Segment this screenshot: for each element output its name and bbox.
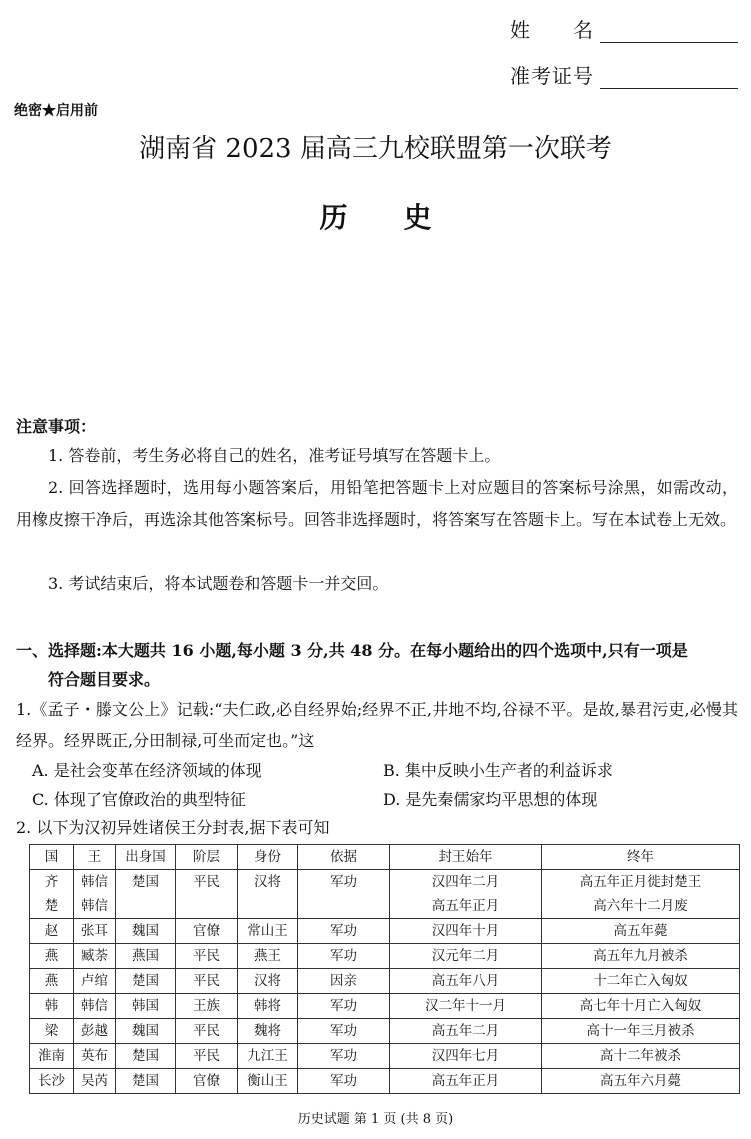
table-cell: 因亲	[298, 969, 390, 994]
table-cell: 高五年正月	[390, 894, 542, 919]
table-cell: 韩信	[74, 994, 116, 1019]
table-cell: 高五年薨	[542, 919, 740, 944]
enfeoffment-table	[29, 844, 740, 1094]
table-cell: 高五年正月徙封楚王	[542, 870, 740, 895]
table-cell: 燕国	[116, 944, 176, 969]
table-cell: 军功	[298, 1069, 390, 1094]
table-row	[30, 919, 740, 944]
table-row	[30, 994, 740, 1019]
table-cell: 吴芮	[74, 1069, 116, 1094]
table-cell: 韩	[30, 994, 74, 1019]
table-cell: 军功	[298, 1044, 390, 1069]
name-label: 姓 名	[510, 18, 594, 42]
exam-id-label: 准考证号	[510, 64, 594, 88]
table-cell: 高五年二月	[390, 1019, 542, 1044]
table-header-cell: 王	[74, 845, 116, 870]
table-cell: 官僚	[176, 1069, 238, 1094]
question-1-option-c: C. 体现了官僚政治的典型特征	[32, 790, 246, 809]
table-header-cell: 国	[30, 845, 74, 870]
table-cell: 军功	[298, 1019, 390, 1044]
table-cell: 汉元年二月	[390, 944, 542, 969]
name-field	[510, 14, 740, 43]
table-cell	[238, 894, 298, 919]
table-cell: 军功	[298, 919, 390, 944]
table-cell: 平民	[176, 944, 238, 969]
note-item-1: 1. 答卷前，考生务必将自己的姓名，准考证号填写在答题卡上。	[48, 446, 501, 465]
table-cell: 高十二年被杀	[542, 1044, 740, 1069]
note-item-3: 3. 考试结束后，将本试题卷和答题卡一并交回。	[48, 574, 389, 593]
question-1-option-a: A. 是社会变革在经济领域的体现	[32, 761, 262, 780]
table-row	[30, 1019, 740, 1044]
table-cell: 燕	[30, 944, 74, 969]
table-header-cell: 阶层	[176, 845, 238, 870]
table-header-cell: 依据	[298, 845, 390, 870]
table-cell: 魏国	[116, 919, 176, 944]
table-header-row	[30, 845, 740, 870]
table-cell: 楚国	[116, 969, 176, 994]
table-cell: 齐	[30, 870, 74, 895]
table-cell: 高五年八月	[390, 969, 542, 994]
table-cell: 臧荼	[74, 944, 116, 969]
table-cell: 楚国	[116, 1069, 176, 1094]
table-cell: 彭越	[74, 1019, 116, 1044]
table-cell: 高五年六月薨	[542, 1069, 740, 1094]
table-cell	[298, 894, 390, 919]
question-1-option-b: B. 集中反映小生产者的利益诉求	[383, 761, 613, 780]
table-cell: 平民	[176, 870, 238, 895]
table-cell: 常山王	[238, 919, 298, 944]
table-cell: 燕	[30, 969, 74, 994]
table-row	[30, 1069, 740, 1094]
table-header-cell: 终年	[542, 845, 740, 870]
table-cell: 汉将	[238, 870, 298, 895]
table-cell: 韩国	[116, 994, 176, 1019]
section-heading	[16, 636, 738, 694]
table-row	[30, 894, 740, 919]
table-row	[30, 870, 740, 895]
table-cell: 王族	[176, 994, 238, 1019]
table-row	[30, 944, 740, 969]
table-cell: 平民	[176, 1044, 238, 1069]
table-header-cell: 封王始年	[390, 845, 542, 870]
question-2-stem: 2. 以下为汉初异姓诸侯王分封表,据下表可知	[16, 818, 330, 837]
table-cell: 卢绾	[74, 969, 116, 994]
table-cell: 张耳	[74, 919, 116, 944]
table-cell	[176, 894, 238, 919]
table-cell: 高五年正月	[390, 1069, 542, 1094]
table-cell: 长沙	[30, 1069, 74, 1094]
table-cell: 淮南	[30, 1044, 74, 1069]
table-cell: 官僚	[176, 919, 238, 944]
table-cell: 韩信	[74, 870, 116, 895]
note-item-2: 2. 回答选择题时，选用每小题答案后，用铅笔把答题卡上对应题目的答案标号涂黑，如需改动，用橡皮擦干净后，再选涂其他答案标号。回答非选择题时，将答案写在答题卡上。写在本试卷上无效。	[16, 478, 738, 529]
table-row	[30, 1044, 740, 1069]
table-header-cell: 身份	[238, 845, 298, 870]
table-cell: 燕王	[238, 944, 298, 969]
table-cell: 汉将	[238, 969, 298, 994]
table-cell: 九江王	[238, 1044, 298, 1069]
table-cell: 楚国	[116, 870, 176, 895]
secret-mark: 绝密★启用前	[14, 103, 98, 119]
table-cell: 军功	[298, 994, 390, 1019]
table-cell: 十二年亡入匈奴	[542, 969, 740, 994]
table-cell: 军功	[298, 944, 390, 969]
table-cell: 魏将	[238, 1019, 298, 1044]
table-cell: 英布	[74, 1044, 116, 1069]
table-cell: 汉四年七月	[390, 1044, 542, 1069]
table-cell: 平民	[176, 969, 238, 994]
table-cell: 魏国	[116, 1019, 176, 1044]
page-footer: 历史试题 第 1 页 (共 8 页)	[297, 1112, 454, 1127]
table-cell: 韩信	[74, 894, 116, 919]
question-1-stem: 1.《孟子・滕文公上》记载:“夫仁政,必自经界始;经界不正,井地不均,谷禄不平。是故,暴君污吏,必慢其经界。经界既正,分田制禄,可坐而定也。”这	[16, 700, 738, 750]
notes-heading: 注意事项：	[16, 417, 97, 436]
table-cell: 楚国	[116, 1044, 176, 1069]
table-cell: 高六年十二月废	[542, 894, 740, 919]
question-1-option-d: D. 是先秦儒家均平思想的体现	[383, 790, 598, 809]
table-cell: 汉四年十月	[390, 919, 542, 944]
table-cell: 梁	[30, 1019, 74, 1044]
subject-title: 历史	[319, 201, 488, 234]
table-cell: 楚	[30, 894, 74, 919]
name-underline	[600, 42, 738, 43]
table-row	[30, 969, 740, 994]
table-cell: 韩将	[238, 994, 298, 1019]
table-cell: 赵	[30, 919, 74, 944]
table-cell: 汉二年十一月	[390, 994, 542, 1019]
table-cell: 平民	[176, 1019, 238, 1044]
exam-id-underline	[600, 88, 738, 89]
table-header-cell: 出身国	[116, 845, 176, 870]
table-cell: 衡山王	[238, 1069, 298, 1094]
table-cell: 高十一年三月被杀	[542, 1019, 740, 1044]
section-heading-line1: 一、选择题:本大题共 16 小题,每小题 3 分,共 48 分。在每小题给出的四个选项中,只有一项是	[16, 641, 688, 660]
table-cell: 汉四年二月	[390, 870, 542, 895]
section-heading-line2: 符合题目要求。	[48, 670, 161, 689]
table-cell: 军功	[298, 870, 390, 895]
table-cell: 高七年十月亡入匈奴	[542, 994, 740, 1019]
exam-title: 湖南省 2023 届高三九校联盟第一次联考	[139, 134, 612, 164]
table-cell: 高五年九月被杀	[542, 944, 740, 969]
exam-id-field	[510, 60, 740, 89]
table-cell	[116, 894, 176, 919]
